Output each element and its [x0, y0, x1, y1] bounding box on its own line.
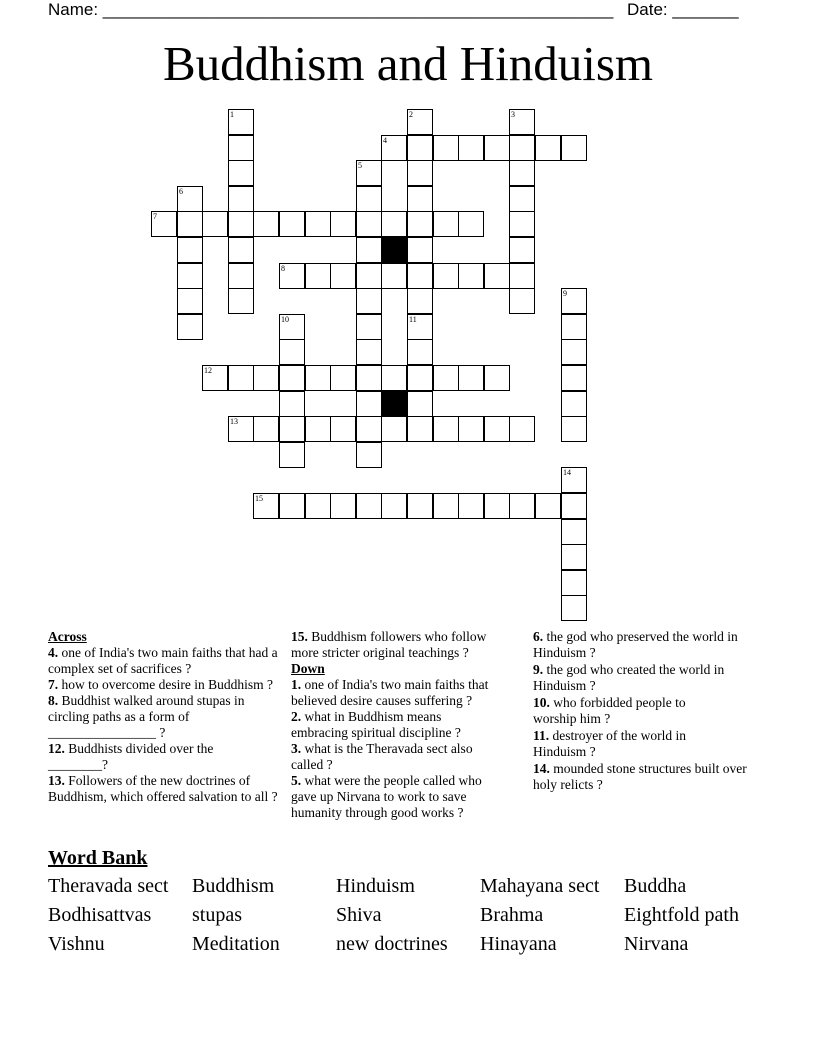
crossword-cell[interactable]: [228, 211, 254, 237]
crossword-cell[interactable]: [535, 135, 561, 161]
crossword-cell[interactable]: [561, 595, 587, 621]
clue-down-14: 14. mounded stone structures built over holy relicts ?: [533, 761, 747, 792]
crossword-cell[interactable]: [458, 416, 484, 442]
crossword-cell[interactable]: [407, 365, 433, 391]
crossword-cell[interactable]: [561, 339, 587, 365]
crossword-cell[interactable]: [228, 365, 254, 391]
crossword-cell[interactable]: [407, 339, 433, 365]
clue-down-11: 11. destroyer of the world in Hinduism ?: [533, 728, 686, 759]
crossword-cell[interactable]: [279, 211, 305, 237]
crossword-cell[interactable]: [484, 135, 510, 161]
crossword-cell[interactable]: [381, 493, 407, 519]
clue-number: 5: [358, 161, 362, 170]
crossword-cell[interactable]: [407, 416, 433, 442]
crossword-cell[interactable]: [407, 288, 433, 314]
crossword-cell[interactable]: [458, 365, 484, 391]
word-bank-item: Theravada sect: [48, 875, 169, 897]
word-bank-item: Brahma: [480, 904, 544, 926]
crossword-cell[interactable]: [177, 237, 203, 263]
down-heading: Down: [291, 661, 325, 676]
word-bank-item: Buddhism: [192, 875, 275, 897]
clues-column-3: [533, 628, 765, 793]
crossword-cell[interactable]: [458, 211, 484, 237]
clue-across-7: 7. how to overcome desire in Buddhism ?: [48, 677, 273, 692]
crossword-cell[interactable]: [279, 365, 305, 391]
crossword-cell[interactable]: [561, 570, 587, 596]
crossword-cell[interactable]: [330, 365, 356, 391]
crossword-cell[interactable]: [509, 237, 535, 263]
clue-number: 4: [383, 136, 387, 145]
crossword-cell[interactable]: [228, 160, 254, 186]
crossword-cell[interactable]: [228, 135, 254, 161]
crossword-cell[interactable]: [433, 493, 459, 519]
crossword-cell[interactable]: [381, 416, 407, 442]
crossword-cell[interactable]: [330, 211, 356, 237]
crossword-cell[interactable]: [561, 519, 587, 545]
crossword-cell[interactable]: [484, 416, 510, 442]
crossword-cell[interactable]: [279, 442, 305, 468]
clue-number: 10: [281, 315, 289, 324]
crossword-cell[interactable]: [253, 416, 279, 442]
crossword-cell[interactable]: [356, 263, 382, 289]
crossword-cell[interactable]: [561, 391, 587, 417]
page-title: Buddhism and Hinduism: [162, 36, 654, 91]
clues-column-1: [48, 628, 280, 805]
crossword-cell[interactable]: [561, 493, 587, 519]
crossword-cell[interactable]: [433, 211, 459, 237]
clue-number: 3: [511, 110, 515, 119]
crossword-cell[interactable]: [407, 493, 433, 519]
crossword-cell[interactable]: [356, 442, 382, 468]
crossword-cell[interactable]: [458, 493, 484, 519]
crossword-cell[interactable]: [177, 263, 203, 289]
crossword-cell[interactable]: [458, 135, 484, 161]
word-bank-item: Mahayana sect: [480, 875, 600, 897]
crossword-cell[interactable]: [433, 365, 459, 391]
crossword-cell[interactable]: [484, 263, 510, 289]
word-bank-item: Eightfold path: [624, 904, 739, 926]
word-bank-item: Hinayana: [480, 933, 557, 955]
clue-down-6: 6. the god who preserved the world in Hinduism ?: [533, 629, 738, 660]
clue-across-12: 12. Buddhists divided over the ________?: [48, 741, 214, 772]
crossword-cell[interactable]: [484, 493, 510, 519]
crossword-cell[interactable]: [356, 391, 382, 417]
crossword-cell[interactable]: [356, 493, 382, 519]
crossword-cell[interactable]: [509, 493, 535, 519]
crossword-cell[interactable]: [535, 493, 561, 519]
word-bank-item: new doctrines: [336, 933, 448, 955]
crossword-cell[interactable]: [381, 365, 407, 391]
crossword-cell[interactable]: [228, 237, 254, 263]
clue-number: 8: [281, 264, 285, 273]
crossword-cell[interactable]: [202, 211, 228, 237]
clue-across-4: 4. one of India's two main faiths that had a complex set of sacrifices ?: [48, 645, 278, 676]
crossword-cell[interactable]: [279, 416, 305, 442]
crossword-cell[interactable]: [305, 416, 331, 442]
crossword-cell[interactable]: [356, 314, 382, 340]
crossword-cell[interactable]: [330, 263, 356, 289]
clue-down-2: 2. what in Buddhism means embracing spiritual discipline ?: [291, 709, 461, 740]
crossword-cell[interactable]: [228, 263, 254, 289]
word-bank-item: stupas: [192, 904, 242, 926]
clue-down-1: 1. one of India's two main faiths that believed desire causes suffering ?: [291, 677, 489, 708]
name-field-label: Name: ______________________________________________________: [48, 0, 614, 19]
crossword-cell[interactable]: [356, 186, 382, 212]
word-bank-item: Nirvana: [624, 933, 689, 955]
crossword-cell[interactable]: [509, 263, 535, 289]
crossword-cell[interactable]: [561, 135, 587, 161]
clue-number: 9: [563, 289, 567, 298]
crossword-cell[interactable]: [509, 416, 535, 442]
crossword-cell[interactable]: [381, 263, 407, 289]
clue-down-3: 3. what is the Theravada sect also called ?: [291, 741, 473, 772]
crossword-cell[interactable]: [509, 186, 535, 212]
crossword-cell[interactable]: [305, 211, 331, 237]
clue-number: 6: [179, 187, 183, 196]
crossword-cell[interactable]: [561, 365, 587, 391]
clue-down-10: 10. who forbidded people to worship him ?: [533, 695, 686, 726]
crossword-cell[interactable]: [356, 288, 382, 314]
crossword-cell[interactable]: [177, 211, 203, 237]
word-bank-item: Hinduism: [336, 875, 415, 897]
crossword-cell[interactable]: [561, 416, 587, 442]
crossword-cell[interactable]: [279, 493, 305, 519]
crossword-cell[interactable]: [356, 211, 382, 237]
word-bank-item: Meditation: [192, 933, 280, 955]
crossword-cell[interactable]: [356, 339, 382, 365]
word-bank-heading: Word Bank: [48, 847, 148, 869]
crossword-cell[interactable]: [330, 493, 356, 519]
crossword-cell[interactable]: [305, 365, 331, 391]
crossword-cell[interactable]: [561, 544, 587, 570]
black-cell: [381, 391, 407, 417]
clue-number: 12: [204, 366, 212, 375]
crossword-cell[interactable]: [330, 416, 356, 442]
crossword-cell[interactable]: [407, 211, 433, 237]
crossword-cell[interactable]: [407, 160, 433, 186]
crossword-cell[interactable]: [356, 416, 382, 442]
crossword-cell[interactable]: [433, 416, 459, 442]
clue-number: 7: [153, 212, 157, 221]
word-bank-item: Bodhisattvas: [48, 904, 152, 926]
crossword-cell[interactable]: [509, 160, 535, 186]
crossword-cell[interactable]: [228, 186, 254, 212]
crossword-cell[interactable]: [433, 135, 459, 161]
crossword-cell[interactable]: [509, 288, 535, 314]
crossword-cell[interactable]: [509, 135, 535, 161]
clue-number: 14: [563, 468, 571, 477]
crossword-cell[interactable]: [253, 211, 279, 237]
crossword-cell[interactable]: [509, 211, 535, 237]
crossword-cell[interactable]: [228, 288, 254, 314]
crossword-cell[interactable]: [356, 237, 382, 263]
crossword-cell[interactable]: [177, 288, 203, 314]
crossword-cell[interactable]: [381, 211, 407, 237]
crossword-cell[interactable]: [484, 365, 510, 391]
crossword-cell[interactable]: [177, 314, 203, 340]
crossword-cell[interactable]: [253, 365, 279, 391]
black-cell: [381, 237, 407, 263]
crossword-cell[interactable]: [407, 237, 433, 263]
crossword-cell[interactable]: [305, 493, 331, 519]
crossword-cell[interactable]: [305, 263, 331, 289]
date-field-label: Date: _______: [627, 0, 739, 19]
crossword-cell[interactable]: [407, 135, 433, 161]
crossword-cell[interactable]: [279, 339, 305, 365]
crossword-cell[interactable]: [433, 263, 459, 289]
crossword-cell[interactable]: [407, 186, 433, 212]
crossword-cell[interactable]: [407, 263, 433, 289]
clue-number: 11: [409, 315, 417, 324]
clue-across-13: 13. Followers of the new doctrines of Buddhism, which offered salvation to all ?: [48, 773, 278, 804]
crossword-cell[interactable]: [458, 263, 484, 289]
clue-across-8: 8. Buddhist walked around stupas in circling paths as a form of ________________ ?: [48, 693, 245, 740]
clue-across-15: 15. Buddhism followers who follow more stricter original teachings ?: [291, 629, 487, 660]
word-bank-item: Buddha: [624, 875, 687, 897]
crossword-cell[interactable]: [561, 314, 587, 340]
crossword-cell[interactable]: [407, 391, 433, 417]
crossword-cell[interactable]: [279, 391, 305, 417]
clues-column-2: [291, 628, 523, 821]
clue-down-9: 9. the god who created the world in Hinduism ?: [533, 662, 725, 693]
word-bank-item: Vishnu: [48, 933, 105, 955]
crossword-cell[interactable]: [356, 365, 382, 391]
clue-number: 2: [409, 110, 413, 119]
clue-number: 13: [230, 417, 238, 426]
clue-down-5: 5. what were the people called who gave up Nirvana to work to save humanity through good works ?: [291, 773, 482, 820]
clue-number: 15: [255, 494, 263, 503]
clue-number: 1: [230, 110, 234, 119]
across-heading: Across: [48, 629, 87, 644]
word-bank-item: Shiva: [336, 904, 382, 926]
